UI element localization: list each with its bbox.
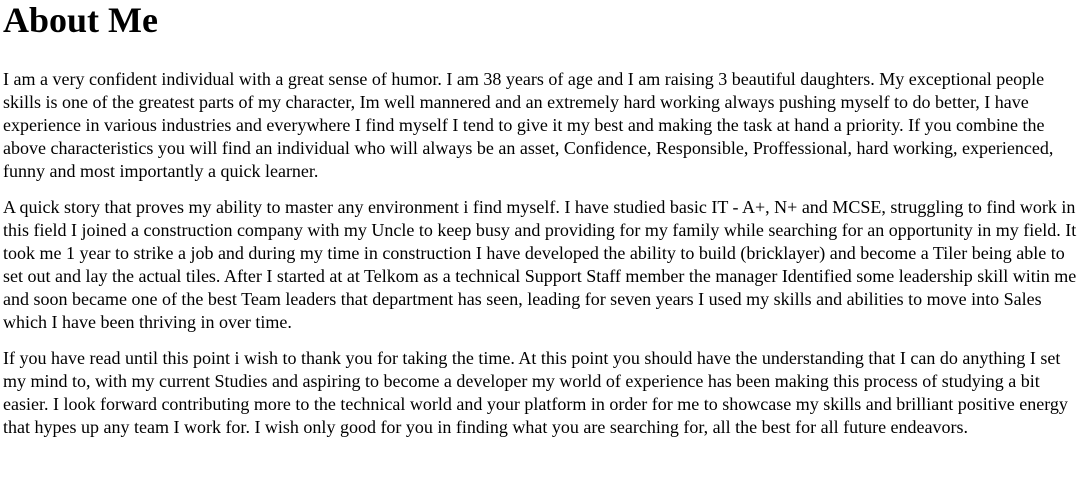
paragraph-story: A quick story that proves my ability to master any environment i find myself. I have studied basic IT - A+, N+ and MCSE, struggling to find work in this field I joined a construction company with my Uncle to keep busy and providing for my family while searching for an opportunity in my field. It took me 1 year to strike a job and during my time in construction I have developed the ability to build (bricklayer) and become a Tiler being able to set out and lay the actual tiles. After I started at at Telkom as a technical Support Staff member the manager Identified some leadership skill witin me and soon became one of the best Team leaders that department has seen, leading for seven years I used my skills and abilities to move into Sales which I have been thriving in over time. <box>3 197 1077 332</box>
paragraph-closing: If you have read until this point i wish to thank you for taking the time. At this point you should have the understanding that I can do anything I set my mind to, with my current Studies and aspiring to become a developer my world of experience has been making this process of studying a bit easier. I look forward contributing more to the technical world and your platform in order for me to showcase my skills and brilliant positive energy that hypes up any team I work for. I wish only good for you in finding what you are searching for, all the best for all future endeavors. <box>3 348 1068 437</box>
page-title: About Me <box>3 0 158 40</box>
paragraph-intro: I am a very confident individual with a great sense of humor. I am 38 years of age and I am raising 3 beautiful daughters. My exceptional people skills is one of the greatest parts of my character, Im well mannered and an extremely hard working always pushing myself to do better, I have experience in various industries and everywhere I find myself I tend to give it my best and making the task at hand a priority. If you combine the above characteristics you will find an individual who will always be an asset, Confidence, Responsible, Proffessional, hard working, experienced, funny and most importantly a quick learner. <box>3 69 1054 181</box>
